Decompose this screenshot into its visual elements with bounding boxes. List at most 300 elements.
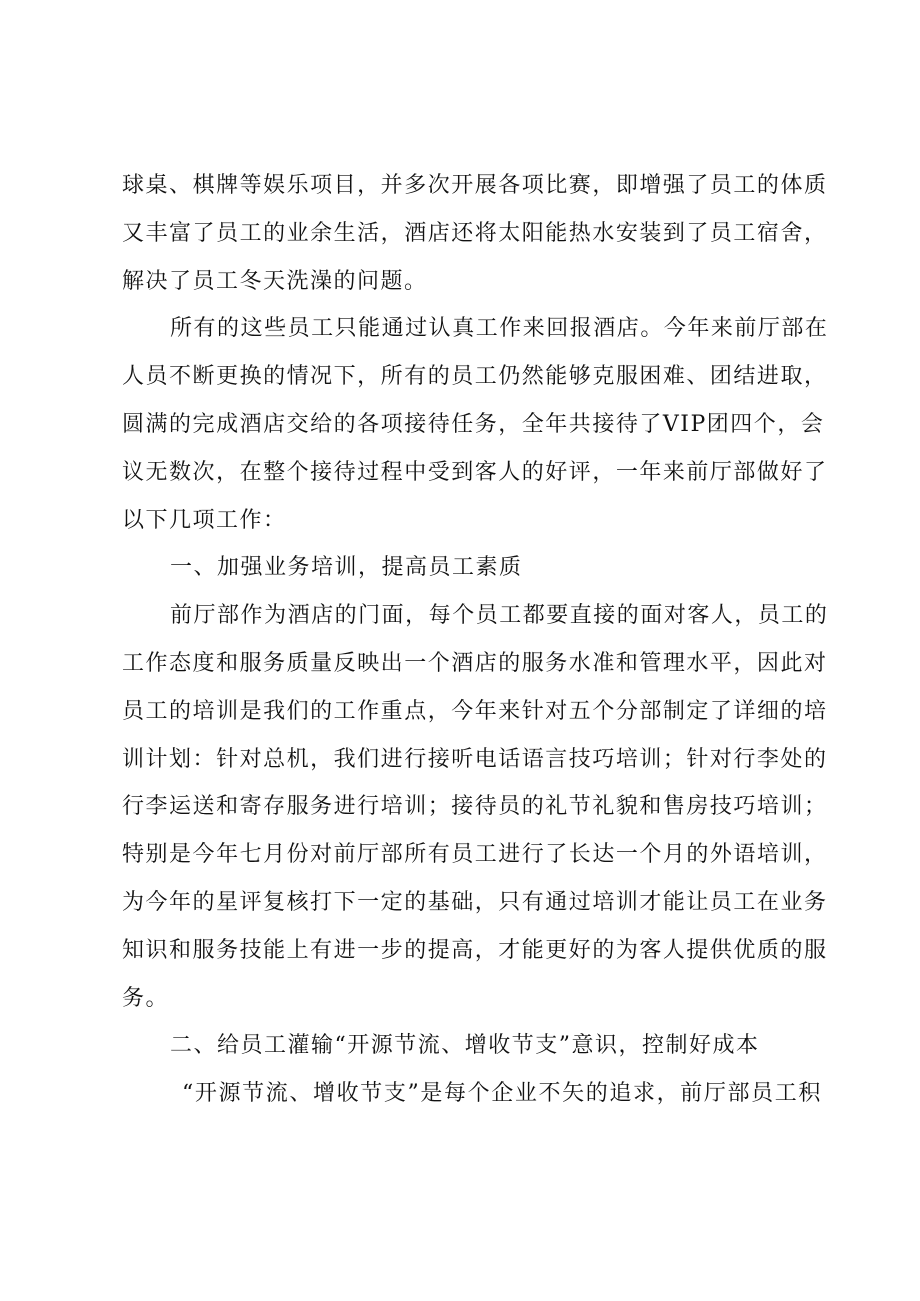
glyph: 月 (662, 842, 687, 868)
glyph: 了 (686, 173, 710, 198)
glyph: 店 (311, 603, 335, 629)
glyph: 是 (420, 1081, 444, 1107)
glyph: 个 (467, 1081, 492, 1107)
glyph: 客 (474, 459, 499, 485)
heading-text: 一、加强业务培训，提高员工素质 (170, 555, 523, 581)
glyph: 待 (615, 411, 640, 437)
glyph: 有 (427, 842, 452, 868)
glyph: 工 (122, 650, 146, 676)
glyph: 培 (756, 794, 781, 820)
glyph: 水 (592, 220, 616, 246)
text-line (122, 210, 828, 258)
glyph: 态 (169, 650, 193, 676)
glyph: 送 (192, 794, 217, 820)
glyph: 生 (333, 220, 358, 246)
glyph: 厅 (757, 316, 782, 342)
glyph: 为 (615, 937, 640, 963)
glyph: 反 (333, 650, 358, 676)
glyph: V (662, 411, 681, 437)
glyph: 过 (357, 459, 381, 485)
glyph: ” (407, 1081, 421, 1107)
glyph: 高 (451, 937, 475, 963)
glyph: 的 (217, 316, 241, 342)
glyph: 展 (474, 173, 499, 198)
glyph: 训 (615, 889, 640, 915)
glyph: 售 (662, 794, 687, 820)
glyph: 的 (780, 698, 804, 724)
glyph: 太 (498, 220, 522, 246)
glyph: 制 (662, 698, 687, 724)
glyph: 水 (568, 650, 593, 676)
glyph: 评 (239, 889, 264, 915)
glyph: 多 (404, 173, 428, 198)
glyph: 部 (727, 1081, 751, 1107)
glyph: 训 (780, 842, 804, 868)
glyph: 接 (593, 603, 617, 629)
glyph: 员 (216, 220, 240, 246)
section-heading-1 (122, 544, 822, 592)
glyph: 前 (680, 1081, 704, 1107)
glyph: 整 (263, 459, 287, 485)
glyph: 务 (545, 650, 569, 676)
glyph: 行 (733, 746, 757, 772)
glyph: 了 (545, 842, 569, 868)
glyph: 只 (498, 889, 522, 915)
glyph: 回 (546, 316, 570, 342)
glyph: 对 (709, 746, 734, 772)
glyph: 面 (640, 603, 664, 629)
glyph: 有 (310, 937, 334, 963)
glyph: 部 (217, 603, 241, 629)
glyph: 准 (592, 650, 616, 676)
glyph: 供 (709, 937, 734, 963)
glyph: 今 (663, 316, 688, 342)
glyph: 的 (333, 411, 358, 437)
glyph: 店 (427, 220, 452, 246)
glyph: 部 (380, 842, 405, 868)
glyph: 丰 (145, 220, 170, 246)
glyph: 员 (709, 173, 734, 198)
glyph: 寄 (239, 794, 264, 820)
glyph: 员 (287, 316, 312, 342)
glyph: 是 (169, 842, 193, 868)
glyph: 处 (780, 746, 804, 772)
glyph: 我 (333, 746, 358, 772)
glyph: 务 (803, 889, 828, 915)
glyph: 服 (615, 364, 640, 390)
glyph: 体 (780, 173, 804, 198)
glyph: 别 (145, 842, 170, 868)
glyph: 目 (333, 173, 358, 198)
glyph: 业 (286, 220, 311, 246)
glyph: 无 (145, 459, 170, 485)
glyph: 行 (122, 794, 146, 820)
glyph: 客 (687, 603, 711, 629)
glyph: 在 (756, 889, 781, 915)
glyph: 度 (192, 650, 217, 676)
paragraph-first-line (122, 592, 829, 640)
glyph: 的 (310, 698, 334, 724)
glyph: 更 (216, 364, 240, 390)
glyph: 活 (357, 220, 381, 246)
glyph: 牌 (216, 173, 240, 198)
glyph: 赛 (568, 173, 593, 198)
glyph: 工 (781, 603, 805, 629)
glyph: 服 (286, 794, 311, 820)
glyph: 五 (568, 698, 593, 724)
glyph: 行 (521, 842, 546, 868)
document-body (122, 162, 829, 1118)
glyph: 过 (568, 889, 593, 915)
glyph: 计 (145, 746, 170, 772)
glyph: 前 (734, 316, 758, 342)
glyph: 的 (804, 603, 829, 629)
glyph: ， (733, 650, 757, 676)
glyph: 来 (662, 459, 687, 485)
glyph: 语 (733, 842, 757, 868)
glyph: 质 (803, 173, 828, 198)
glyph: 一 (357, 937, 381, 963)
glyph: 更 (545, 937, 569, 963)
glyph: 。 (640, 316, 664, 342)
glyph: ， (803, 220, 828, 246)
glyph: ， (357, 364, 381, 390)
glyph: 的 (592, 937, 616, 963)
glyph: 年 (216, 842, 240, 868)
glyph: 部 (639, 698, 663, 724)
glyph: 人 (498, 459, 522, 485)
glyph: 工 (733, 220, 757, 246)
glyph: 受 (427, 459, 452, 485)
glyph: 安 (615, 220, 640, 246)
glyph: 才 (639, 889, 663, 915)
glyph: 行 (357, 794, 381, 820)
glyph: 换 (239, 364, 264, 390)
glyph: 宿 (756, 220, 781, 246)
glyph: 企 (491, 1081, 515, 1107)
glyph: 和 (216, 650, 240, 676)
glyph: 店 (263, 411, 287, 437)
glyph: 次 (427, 173, 452, 198)
glyph: 共 (568, 411, 593, 437)
glyph: 了 (192, 220, 217, 246)
glyph: 节 (242, 1081, 266, 1107)
glyph: 们 (286, 698, 311, 724)
glyph: 服 (239, 650, 264, 676)
glyph: 了 (686, 220, 710, 246)
glyph: 源 (218, 1081, 242, 1107)
glyph: 培 (192, 698, 217, 724)
glyph: 听 (451, 746, 475, 772)
glyph: 房 (686, 794, 710, 820)
glyph: 项 (380, 411, 405, 437)
glyph: 培 (756, 842, 781, 868)
glyph: 务 (474, 411, 499, 437)
text-line (122, 688, 828, 736)
glyph: 训 (122, 746, 146, 772)
glyph: ， (592, 459, 616, 485)
glyph: 星 (216, 889, 240, 915)
glyph: ， (498, 411, 522, 437)
glyph: 团 (706, 411, 731, 437)
glyph: 提 (686, 937, 710, 963)
glyph: 核 (286, 889, 311, 915)
glyph: 况 (310, 364, 334, 390)
glyph: 服 (803, 937, 828, 963)
glyph: 所 (380, 364, 405, 390)
glyph: 员 (451, 364, 475, 390)
glyph: 知 (122, 937, 146, 963)
glyph: 年 (169, 889, 193, 915)
text-line (122, 449, 828, 497)
glyph: 是 (239, 698, 264, 724)
glyph: 富 (169, 220, 193, 246)
glyph: 到 (451, 459, 475, 485)
glyph: 话 (498, 746, 522, 772)
glyph: 待 (333, 459, 358, 485)
glyph: 所 (170, 316, 194, 342)
glyph: 和 (639, 794, 663, 820)
glyph: 好 (780, 459, 804, 485)
glyph: 和 (216, 794, 240, 820)
glyph: 报 (569, 316, 594, 342)
glyph: 分 (615, 698, 640, 724)
glyph: 步 (380, 937, 405, 963)
glyph: 定 (380, 889, 405, 915)
glyph: 平 (709, 650, 734, 676)
glyph: 每 (443, 1081, 468, 1107)
glyph: 今 (451, 698, 475, 724)
glyph: 中 (404, 459, 428, 485)
glyph: 的 (521, 459, 546, 485)
glyph: 礼 (592, 794, 616, 820)
glyph: 语 (521, 746, 546, 772)
glyph: ， (734, 603, 758, 629)
glyph: 下 (333, 889, 358, 915)
glyph: 装 (639, 220, 663, 246)
glyph: 今 (145, 889, 170, 915)
glyph: 余 (310, 220, 334, 246)
paragraph-first-line (122, 1070, 822, 1118)
glyph: 的 (616, 603, 641, 629)
glyph: 重 (380, 698, 405, 724)
glyph: 服 (521, 650, 546, 676)
glyph: 待 (427, 411, 452, 437)
glyph: 来 (522, 316, 547, 342)
glyph: 工 (474, 842, 499, 868)
glyph: 达 (592, 842, 616, 868)
glyph: 圆 (122, 411, 146, 437)
glyph: 管 (639, 650, 663, 676)
glyph: ， (357, 173, 381, 198)
glyph: 对 (545, 698, 569, 724)
glyph: ， (310, 746, 334, 772)
glyph: 出 (380, 650, 405, 676)
glyph: 提 (427, 937, 452, 963)
glyph: 每 (428, 603, 453, 629)
glyph: 务 (263, 650, 287, 676)
glyph: 乐 (286, 173, 311, 198)
glyph: “ (182, 1081, 195, 1107)
glyph: 工 (733, 173, 757, 198)
glyph: 能 (662, 889, 687, 915)
glyph: 今 (192, 842, 217, 868)
glyph: 有 (521, 889, 546, 915)
glyph: 月 (263, 842, 287, 868)
glyph: 针 (521, 698, 546, 724)
glyph: 进 (333, 937, 358, 963)
glyph: 员 (145, 364, 170, 390)
glyph: 热 (568, 220, 593, 246)
glyph: 和 (615, 650, 640, 676)
text-line (122, 258, 822, 306)
glyph: 服 (192, 937, 217, 963)
glyph: 培 (380, 794, 405, 820)
glyph: ； (662, 746, 687, 772)
glyph: 棋 (192, 173, 217, 198)
text-line (122, 162, 828, 210)
glyph: 做 (756, 459, 781, 485)
glyph: 业 (514, 1081, 539, 1107)
glyph: 员 (751, 1081, 775, 1107)
glyph: 增 (639, 173, 663, 198)
glyph: ， (380, 220, 405, 246)
glyph: 个 (427, 650, 452, 676)
glyph: 强 (662, 173, 687, 198)
text-line (122, 975, 822, 1023)
glyph: 有 (193, 316, 218, 342)
glyph: 追 (609, 1081, 633, 1107)
glyph: 工 (239, 220, 264, 246)
glyph: 厅 (703, 1081, 728, 1107)
glyph: 店 (616, 316, 641, 342)
glyph: 对 (239, 746, 264, 772)
glyph: 的 (686, 842, 710, 868)
glyph: 务 (310, 794, 334, 820)
glyph: 训 (639, 746, 663, 772)
glyph: 酒 (287, 603, 312, 629)
glyph: 不 (169, 364, 193, 390)
glyph: 理 (662, 650, 687, 676)
glyph: 对 (663, 603, 688, 629)
glyph: 的 (263, 220, 287, 246)
glyph: 各 (357, 411, 381, 437)
glyph: 阳 (521, 220, 546, 246)
glyph: 打 (310, 889, 334, 915)
glyph: 在 (804, 316, 829, 342)
glyph: 克 (592, 364, 616, 390)
glyph: 酒 (239, 411, 264, 437)
glyph: 过 (405, 316, 429, 342)
glyph: 收 (336, 1081, 361, 1107)
glyph: 能 (263, 937, 287, 963)
glyph: 项 (521, 173, 546, 198)
glyph: 训 (216, 698, 240, 724)
glyph: 言 (545, 746, 569, 772)
glyph: ， (474, 889, 499, 915)
glyph: 员 (709, 889, 734, 915)
glyph: 开 (451, 173, 475, 198)
glyph: 、 (169, 173, 193, 198)
glyph: 桌 (145, 173, 170, 198)
glyph: 员 (122, 698, 146, 724)
glyph: 质 (756, 937, 781, 963)
glyph: 个 (452, 603, 476, 629)
glyph: 能 (545, 364, 569, 390)
glyph: 一 (404, 650, 428, 676)
glyph: 球 (122, 173, 146, 198)
glyph: 工 (774, 1081, 799, 1107)
glyph: 的 (803, 746, 828, 772)
glyph: 节 (360, 1081, 384, 1107)
glyph: 不 (538, 1081, 562, 1107)
glyph: 特 (122, 842, 146, 868)
glyph: 训 (780, 794, 804, 820)
glyph: 员 (498, 794, 522, 820)
glyph: 只 (334, 316, 359, 342)
glyph: 点 (404, 698, 428, 724)
glyph: 巧 (733, 794, 757, 820)
glyph: 貌 (615, 794, 640, 820)
glyph: 进 (333, 794, 358, 820)
glyph: 质 (286, 650, 311, 676)
glyph: 的 (404, 889, 428, 915)
glyph: 才 (498, 937, 522, 963)
glyph: 前 (686, 459, 710, 485)
glyph: 李 (145, 794, 170, 820)
glyph: 的 (780, 937, 804, 963)
glyph: 都 (522, 603, 547, 629)
glyph: 店 (474, 650, 499, 676)
glyph: 全 (521, 411, 546, 437)
glyph: 的 (521, 794, 546, 820)
glyph: ： (192, 746, 217, 772)
glyph: 工 (475, 316, 500, 342)
glyph: 针 (686, 746, 710, 772)
glyph: 通 (545, 889, 569, 915)
text-line (122, 497, 822, 545)
glyph: 量 (310, 650, 334, 676)
glyph: ， (427, 698, 452, 724)
glyph: 部 (733, 459, 757, 485)
glyph: 份 (286, 842, 311, 868)
glyph: 次 (192, 459, 217, 485)
glyph: 进 (498, 842, 522, 868)
line-text: 务。 (122, 985, 170, 1011)
glyph: 细 (756, 698, 781, 724)
glyph: 要 (546, 603, 570, 629)
glyph: 认 (428, 316, 453, 342)
glyph: 因 (756, 650, 781, 676)
text-line (122, 879, 828, 927)
glyph: 培 (592, 889, 616, 915)
glyph: 接 (592, 411, 616, 437)
text-line (122, 783, 828, 831)
section-heading-2 (122, 1022, 822, 1070)
glyph: 数 (169, 459, 193, 485)
glyph: 礼 (545, 794, 569, 820)
glyph: 电 (474, 746, 499, 772)
glyph: 培 (615, 746, 640, 772)
glyph: 的 (169, 411, 193, 437)
glyph: 运 (169, 794, 193, 820)
glyph: 下 (333, 364, 358, 390)
glyph: 各 (498, 173, 522, 198)
glyph: 积 (798, 1081, 822, 1107)
glyph: 定 (686, 698, 710, 724)
glyph: 的 (427, 364, 452, 390)
glyph: 面 (381, 603, 406, 629)
